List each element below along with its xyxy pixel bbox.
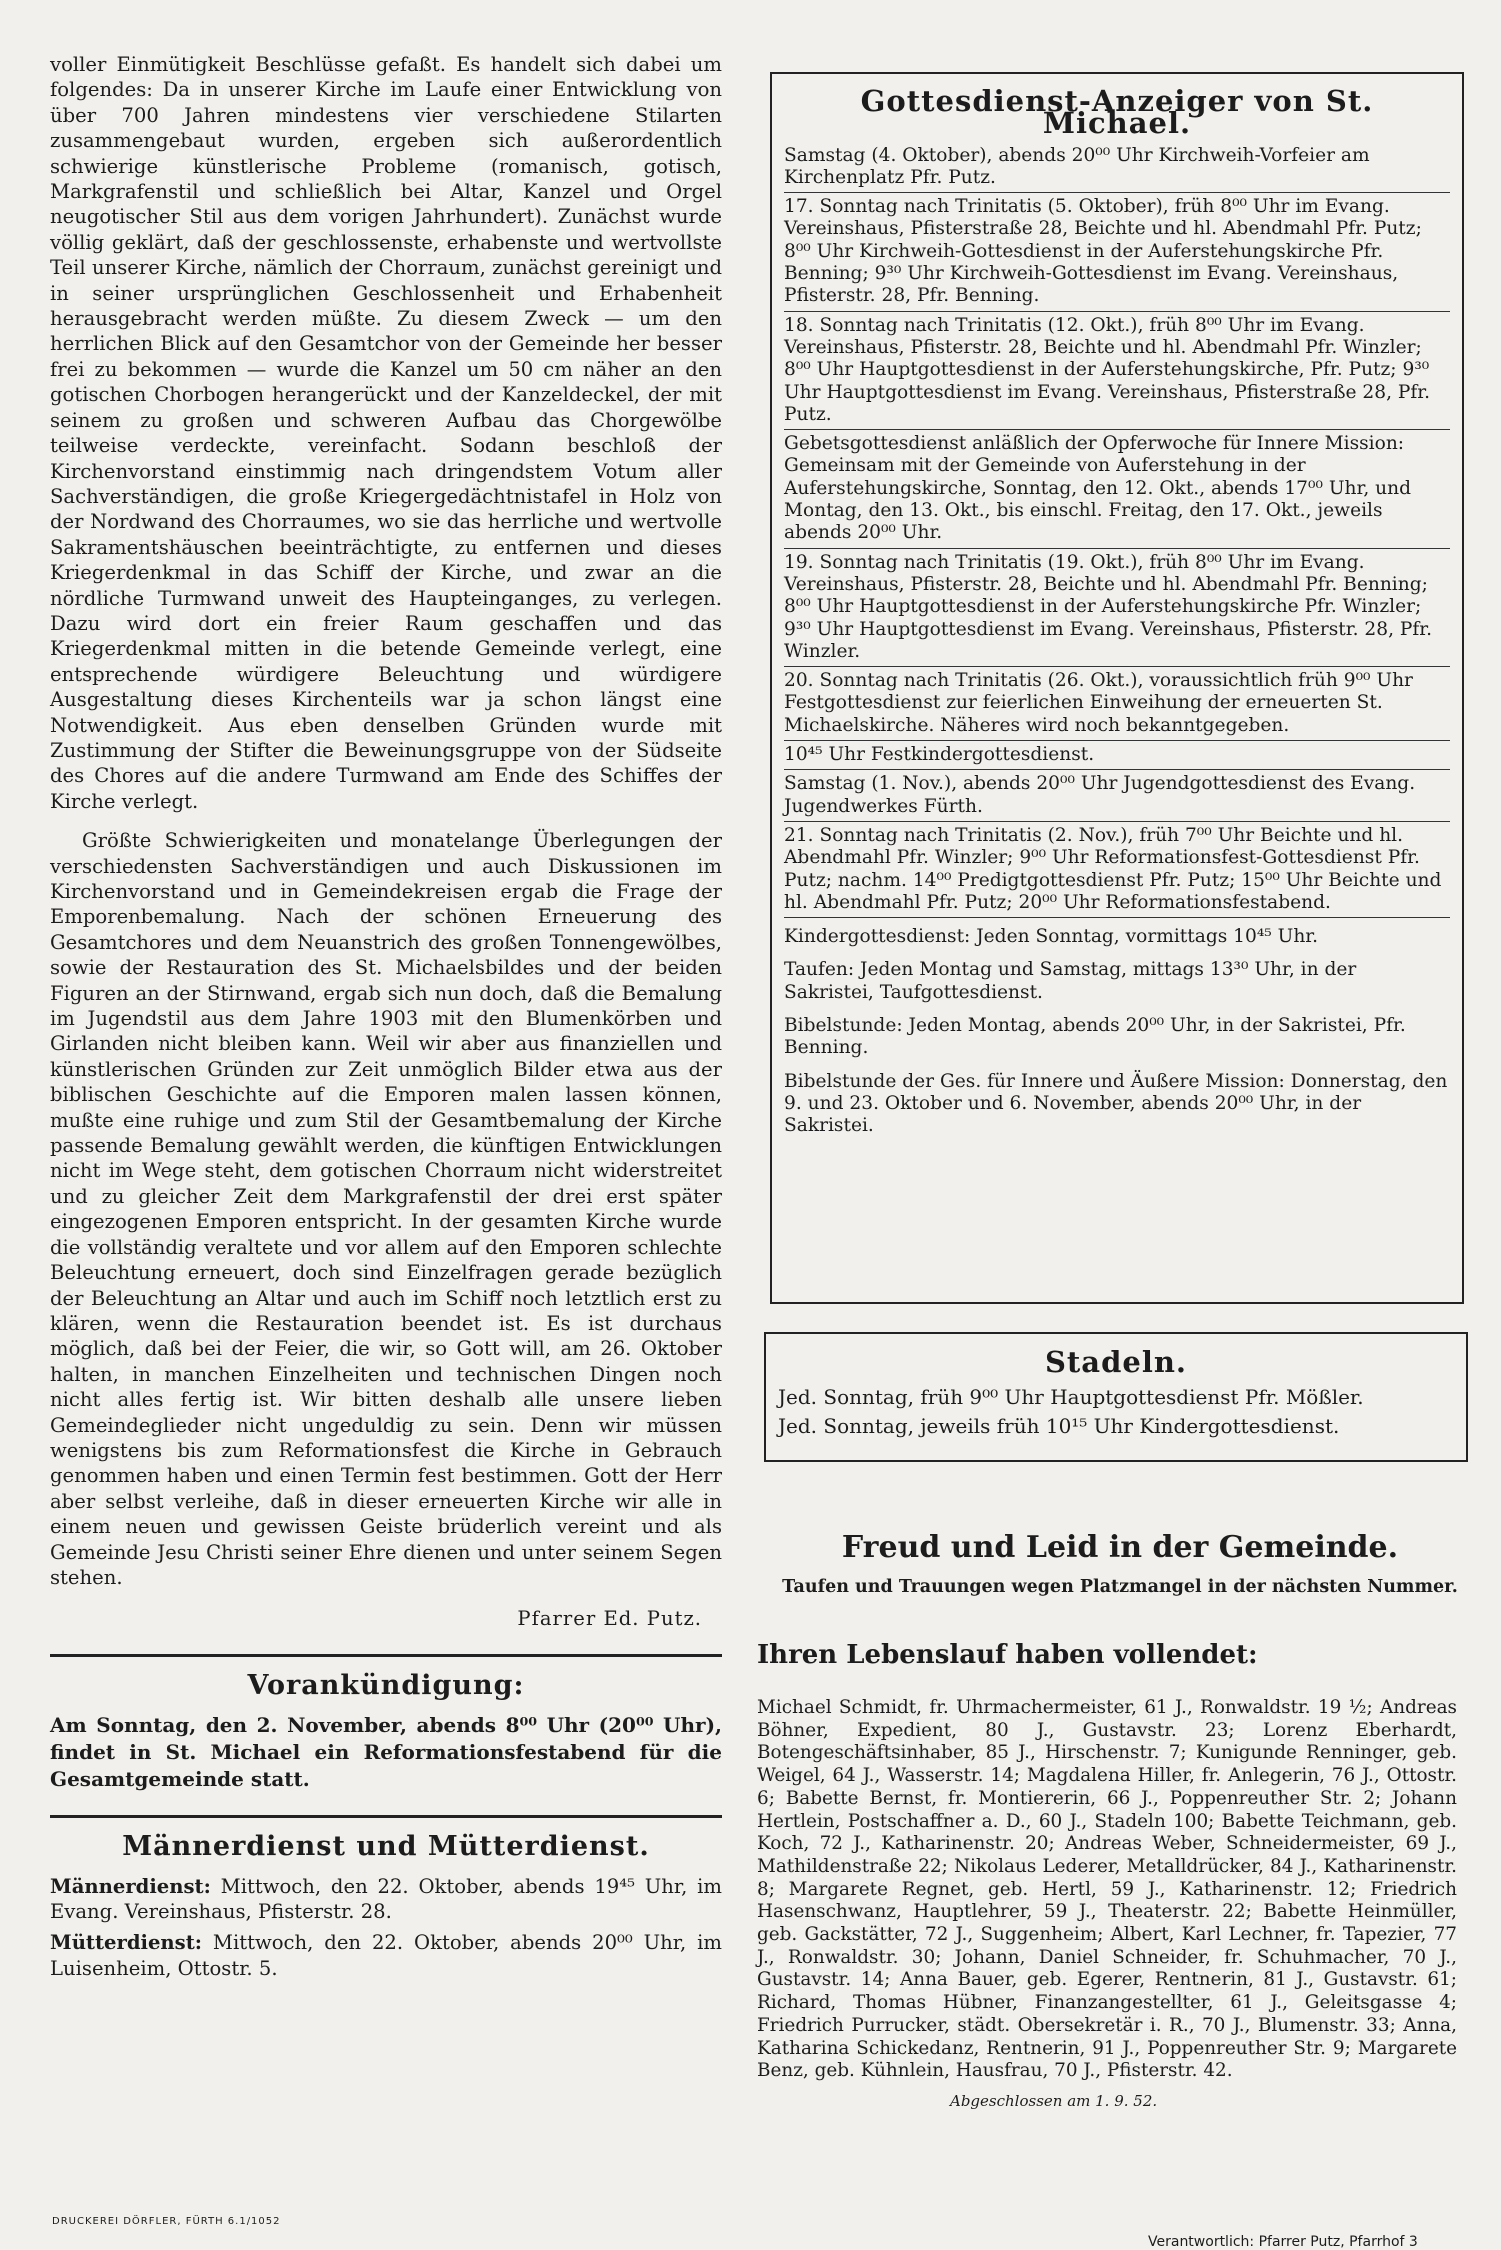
freud-subtitle: Taufen und Trauungen wegen Platzmangel in der nächsten Nummer. <box>782 1577 1458 1597</box>
service-entry: 18. Sonntag nach Trinitatis (12. Okt.), früh 8⁰⁰ Uhr im Evang. Vereinshaus, Pfisterstr. 28, Beichte und hl. Abendmahl Pfr. Winzler; 8⁰⁰ Uhr Hauptgottesdienst in der Auferstehungskirche, Pfr. Putz; 9³⁰ Uhr Hauptgottesdienst im Evang. Vereinshaus, Pfisterstraße 28, Pfr. Putz. <box>784 315 1450 430</box>
maennerdienst-label: Männerdienst: <box>50 1874 211 1898</box>
article-paragraph-2: Größte Schwierigkeiten und monatelange Überlegungen der verschiedensten Sachverständigen und auch Diskussionen im Kirchenvorstand und in Gemeindekreisen ergab die Frage der Emporenbemalung. Nach der schönen Erneuerung des Gesamtchores und dem Neuanstrich des großen Tonnengewölbes, sowie der Restauration des St. Michaelsbildes und der beiden Figuren an der Stirnwand, ergab sich nun doch, daß die Bemalung im Jugendstil aus dem Jahre 1903 mit den Blumenkörben und Girlanden nicht bleiben kann. Weil wir aber aus finanziellen und künstlerischen Gründen zur Zeit unmöglich Bilder etwa aus der biblischen Geschichte auf die Emporen malen lassen können, mußte eine ruhige und zum Stil der Gesamtbemalung der Kirche passende Bemalung gewählt werden, die künftigen Entwicklungen nicht im Wege steht, dem gotischen Chorraum nicht widerstreitet und zu gleicher Zeit dem Markgrafenstil der drei erst später eingezogenen Emporen entspricht. In der gesamten Kirche wurde die vollständig veraltete und vor allem auf den Emporen schlechte Beleuchtung erneuert, doch sind Einzelfragen gerade bezüglich der Beleuchtung an Altar und auch im Schiff noch letztlich erst zu klären, wenn die Restauration beendet ist. Es ist durchaus möglich, daß bei der Feier, die wir, so Gott will, am 26. Oktober halten, in manchen Einzelheiten und technischen Dingen noch nicht alles fertig ist. Wir bitten deshalb alle unsere lieben Gemeindeglieder nicht ungeduldig zu sein. Denn wir müssen wenigstens bis zum Reformationsfest die Kirche in Gebrauch genommen haben und einen Termin fest bestimmen. Gott der Herr aber selbst verleihe, daß in dieser erneuerten Kirche wir alle in einem neuen und gewissen Geiste brüderlich vereint und als Gemeinde Jesu Christi seiner Ehre dienen und unter seinem Segen stehen. <box>50 829 722 1589</box>
closed-date: Abgeschlossen am 1. 9. 52. <box>950 2092 1158 2110</box>
gottesdienst-title: Gottesdienst-Anzeiger von St. Michael. <box>860 84 1374 141</box>
service-entry: Samstag (1. Nov.), abends 20⁰⁰ Uhr Jugendgottesdienst des Evang. Jugendwerkes Fürth. <box>784 773 1450 822</box>
service-entry: Samstag (4. Oktober), abends 20⁰⁰ Uhr Kirchweih-Vorfeier am Kirchenplatz Pfr. Putz. <box>784 145 1450 194</box>
vorankuendigung-title: Vorankündigung: <box>247 1669 525 1701</box>
stadeln-line-2: Jed. Sonntag, jeweils früh 10¹⁵ Uhr Kindergottesdienst. <box>778 1414 1340 1438</box>
divider <box>50 1654 722 1657</box>
service-entry: 19. Sonntag nach Trinitatis (19. Okt.), früh 8⁰⁰ Uhr im Evang. Vereinshaus, Pfisterstr. 28, Beichte und hl. Abendmahl Pfr. Benning; 8⁰⁰ Uhr Hauptgottesdienst in der Auferstehungskirche Pfr. Winzler; 9³⁰ Uhr Hauptgottesdienst im Evang. Vereinshaus, Pfisterstr. 28, Pfr. Winzler. <box>784 552 1450 667</box>
divider <box>50 1815 722 1818</box>
stadeln-title: Stadeln. <box>1044 1345 1188 1379</box>
service-entry: Bibelstunde der Ges. für Innere und Äußere Mission: Donnerstag, den 9. und 23. Oktober und 6. November, abends 20⁰⁰ Uhr, in der Sakristei. <box>784 1070 1448 1137</box>
article-paragraph-1: voller Einmütigkeit Beschlüsse gefaßt. Es handelt sich dabei um folgendes: Da in unserer Kirche im Laufe einer Entwicklung von über 700 Jahren mindestens vier verschiedene Stilarten zusammengebaut wurden, ergeben sich außerordentlich schwierige künstlerische Probleme (romanisch, gotisch, Markgrafenstil und schließlich bei Altar, Kanzel und Orgel neugotischer Stil aus dem vorigen Jahrhundert). Zunächst wurde völlig geklärt, daß der geschlossenste, erhabenste und wertvollste Teil unserer Kirche, nämlich der Chorraum, zunächst gereinigt und in seiner ursprünglichen Geschlossenheit und Erhabenheit herausgebracht werden müßte. Zu diesem Zweck — um den herrlichen Blick auf den Gesamtchor von der Gemeinde her besser frei zu bekommen — wurde die Kanzel um 50 cm näher an den gotischen Chorbogen herangerückt und der Kanzeldeckel, der mit seinem zu großen und schweren Aufbau das Chorgewölbe teilweise verdeckte, vereinfacht. Sodann beschloß der Kirchenvorstand einstimmig nach dringendstem Votum aller Sachverständigen, die große Kriegergedächtnistafel in Holz von der Nordwand des Chorraumes, wo sie das herrliche und wertvolle Sakramentshäuschen beeinträchtigte, zu entfernen und dieses Kriegerdenkmal in das Schiff der Kirche, und zwar an die nördliche Turmwand unweit des Haupteinganges, zu verlegen. Dazu wird dort ein freier Raum geschaffen und das Kriegerdenkmal mitten in die betende Gemeinde verlegt, eine entsprechende würdigere Beleuchtung und würdigere Ausgestaltung dieses Kirchenteils war ja schon längst eine Notwendigkeit. Aus eben denselben Gründen wurde mit Zustimmung der Stifter die Beweinungsgruppe von der Südseite des Chores auf die andere Turmwand am Ende des Schiffes der Kirche verlegt. <box>50 53 722 813</box>
service-entry: Bibelstunde: Jeden Montag, abends 20⁰⁰ Uhr, in der Sakristei, Pfr. Benning. <box>784 1014 1406 1059</box>
printer-note: DRUCKEREI DÖRFLER, FÜRTH 6.1/1052 <box>52 2216 281 2227</box>
freud-title: Freud und Leid in der Gemeinde. <box>841 1530 1399 1565</box>
stadeln-box <box>764 1332 1468 1462</box>
muetterdienst-entry <box>50 1930 722 1981</box>
responsible-note: Verantwortlich: Pfarrer Putz, Pfarrhof 3 <box>1148 2234 1418 2250</box>
life-title: Ihren Lebenslauf haben vollendet: <box>757 1640 1258 1670</box>
service-entry: 10⁴⁵ Uhr Festkindergottesdienst. <box>784 744 1450 770</box>
muetterdienst-label: Mütterdienst: <box>50 1931 202 1955</box>
article-signature: Pfarrer Ed. Putz. <box>517 1607 702 1631</box>
maennerdienst-text: Mittwoch, den 22. Oktober, abends 19⁴⁵ Uhr, im Evang. Vereinshaus, Pfisterstr. 28. <box>50 1874 722 1923</box>
muetterdienst-text: Mittwoch, den 22. Oktober, abends 20⁰⁰ Uhr, im Luisenheim, Ottostr. 5. <box>50 1931 722 1980</box>
service-entry: 17. Sonntag nach Trinitatis (5. Oktober), früh 8⁰⁰ Uhr im Evang. Vereinshaus, Pfisterstraße 28, Beichte und hl. Abendmahl Pfr. Putz; 8⁰⁰ Uhr Kirchweih-Gottesdienst in der Auferstehungskirche Pfr. Benning; 9³⁰ Uhr Kirchweih-Gottesdienst im Evang. Vereinshaus, Pfisterstr. 28, Pfr. Benning. <box>784 196 1450 311</box>
service-entry: 20. Sonntag nach Trinitatis (26. Okt.), voraussichtlich früh 9⁰⁰ Uhr Festgottesdienst zur feierlichen Einweihung der erneuerten St. Michaelskirche. Näheres wird noch bekanntgegeben. <box>784 670 1450 741</box>
service-list <box>784 145 1450 1141</box>
service-entry: Kindergottesdienst: Jeden Sonntag, vormittags 10⁴⁵ Uhr. <box>784 926 1319 948</box>
life-text: Michael Schmidt, fr. Uhrmachermeister, 61 J., Ronwaldstr. 19 ½; Andreas Böhner, Expedient, 80 J., Gustavstr. 23; Lorenz Eberhardt, Botengeschäftsinhaber, 85 J., Hirschenstr. 7; Kunigunde Renninger, geb. Weigel, 64 J., Wasserstr. 14; Magdalena Hiller, fr. Anlegerin, 76 J., Ottostr. 6; Babette Bernst, fr. Montiererin, 66 J., Poppenreuther Str. 2; Johann Hertlein, Postschaffner a. D., 60 J., Stadeln 100; Babette Teichmann, geb. Koch, 72 J., Katharinenstr. 20; Andreas Weber, Schneidermeister, 69 J., Mathildenstraße 22; Nikolaus Lederer, Metalldrücker, 84 J., Katharinenstr. 8; Margarete Regnet, geb. Hertl, 59 J., Katharinenstr. 12; Friedrich Hasenschwanz, Hauptlehrer, 59 J., Theaterstr. 22; Babette Heinmüller, geb. Gackstätter, 72 J., Suggenheim; Albert, Karl Lechner, fr. Tapezier, 77 J., Ronwaldstr. 30; Johann, Daniel Schneider, fr. Schuhmacher, 70 J., Gustavstr. 14; Anna Bauer, geb. Egerer, Rentnerin, 81 J., Gustavstr. 61; Richard, Thomas Hübner, Finanzangestellter, 61 J., Geleitsgasse 4; Friedrich Purrucker, städt. Obersekretär i. R., 70 J., Blumenstr. 33; Anna, Katharina Schickedanz, Rentnerin, 91 J., Poppenreuther Str. 9; Margarete Benz, geb. Kühnlein, Hausfrau, 70 J., Pfisterstr. 42. <box>757 1697 1457 2082</box>
left-column <box>50 52 722 1987</box>
service-entry: 21. Sonntag nach Trinitatis (2. Nov.), früh 7⁰⁰ Uhr Beichte und hl. Abendmahl Pfr. Winzler; 9⁰⁰ Uhr Reformationsfest-Gottesdienst Pfr. Putz; nachm. 14⁰⁰ Predigtgottesdienst Pfr. Putz; 15⁰⁰ Uhr Beichte und hl. Abendmahl Pfr. Putz; 20⁰⁰ Uhr Reformationsfestabend. <box>784 825 1450 918</box>
service-entry: Gebetsgottesdienst anläßlich der Opferwoche für Innere Mission: Gemeinsam mit der Gemeinde von Auferstehung in der Auferstehungskirche, Sonntag, den 12. Okt., abends 17⁰⁰ Uhr, und Montag, den 13. Okt., bis einschl. Freitag, den 17. Okt., jeweils abends 20⁰⁰ Uhr. <box>784 433 1450 548</box>
service-entry: Taufen: Jeden Montag und Samstag, mittags 13³⁰ Uhr, in der Sakristei, Taufgottesdienst. <box>784 959 1357 1003</box>
vorankuendigung-text: Am Sonntag, den 2. November, abends 8⁰⁰ Uhr (20⁰⁰ Uhr), findet in St. Michael ein Reformationsfestabend für die Gesamtgemeinde statt. <box>50 1713 722 1792</box>
maennerdienst-entry <box>50 1874 722 1925</box>
gottesdienst-box <box>770 72 1464 1304</box>
maennerdienst-title: Männerdienst und Mütterdienst. <box>122 1831 650 1863</box>
stadeln-line-1: Jed. Sonntag, früh 9⁰⁰ Uhr Hauptgottesdienst Pfr. Mößler. <box>778 1385 1364 1409</box>
